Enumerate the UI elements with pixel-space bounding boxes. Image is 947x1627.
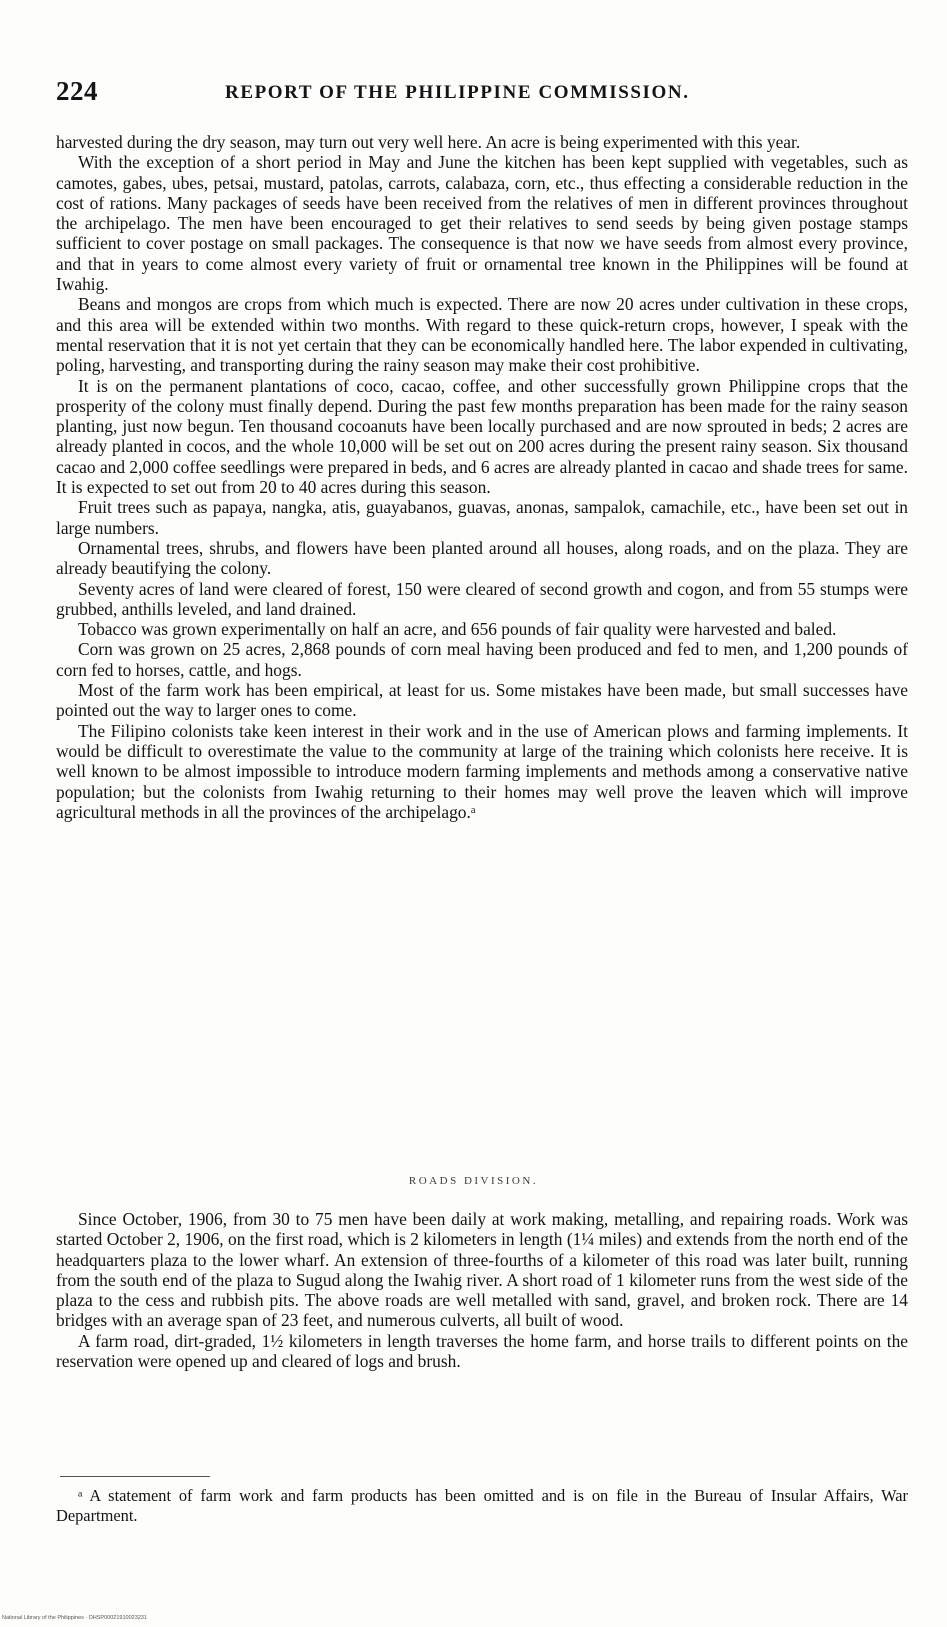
body-text [56,132,908,822]
footnote-divider [60,1476,210,1477]
paragraph-farm-road: A farm road, dirt-graded, 1½ kilometers in length traverses the home farm, and horse trails to different points on the reservation were opened up and cleared of logs and brush. [56,1330,908,1372]
footnote: ᵃ A statement of farm work and farm products has been omitted and is on file in the Bureau of Insular Affairs, War Department. [56,1486,908,1525]
paragraph-permanent-plantations: It is on the permanent plantations of coco, cacao, coffee, and other successfully grown Philippine crops that the prosperity of the colony must finally depend. During the past few months preparation has been made for the rainy season planting, just now begun. Ten thousand cocoanuts have been locally purchased and are now sprouted in beds; 2 acres are already planted in cocos, and the whole 10,000 will be set out on 200 acres during the present rainy season. Six thousand cacao and 2,000 coffee seedlings were prepared in beds, and 6 acres are already planted in cacao and shade trees for same. It is expected to set out from 20 to 40 acres during this season. [56,375,908,498]
paragraph-filipino-colonists: The Filipino colonists take keen interest in their work and in the use of American plows and farming implements. It would be difficult to overestimate the value to the community at large of the training which colonists here receive. It is well known to be almost impossible to introduce modern farming implements and methods among a conservative native population; but the colonists from Iwahig returning to their homes may well prove the leaven which will improve agricultural methods in all the provinces of the archipelago.ᵃ [56,720,908,822]
paragraph-tobacco: Tobacco was grown experimentally on half an acre, and 656 pounds of fair quality were harvested and baled. [78,619,837,640]
paragraph-fruit-trees: Fruit trees such as papaya, nangka, atis, guayabanos, guavas, anonas, sampalok, camachile, etc., have been set out in large numbers. [56,497,908,538]
page-header [56,76,916,116]
roads-division-text [56,1209,908,1371]
paragraph-kitchen-vegetables: With the exception of a short period in May and June the kitchen has been kept supplied with vegetables, such as camotes, gabes, ubes, petsai, mustard, patolas, carrots, calabaza, corn, etc., thus effecting a considerable reduction in the cost of rations. Many packages of seeds have been received from the relatives of men in different provinces throughout the archipelago. The men have been encouraged to get their relatives to send seeds by being given postage stamps sufficient to cover postage on small packages. The consequence is that now we have seeds from almost every province, and that in years to come almost every variety of fruit or ornamental tree known in the Philippines will be found at Iwahig. [56,152,908,295]
paragraph-empirical-work: Most of the farm work has been empirical, at least for us. Some mistakes have been made, but small successes have pointed out the way to larger ones to come. [56,680,908,721]
paragraph-dry-season: harvested during the dry season, may turn out very well here. An acre is being experimented with this year. [56,132,801,152]
paragraph-ornamental-trees: Ornamental trees, shrubs, and flowers have been planted around all houses, along roads, and on the plaza. They are already beautifying the colony. [56,537,908,579]
page-number: 224 [56,76,98,106]
digitizer-note: National Library of the Philippines · DHSP00021910023231 [2,1615,147,1621]
section-heading-roads-division: ROADS DIVISION. [408,1175,539,1187]
paragraph-beans-mongos: Beans and mongos are crops from which much is expected. There are now 20 acres under cultivation in these crops, and this area will be extended within two months. With regard to these quick-return crops, however, I speak with the mental reservation that it is not yet certain that they can be economically handled here. The labor expended in cultivating, poling, harvesting, and transporting during the rainy season may make their cost prohibitive. [56,294,908,376]
paragraph-corn: Corn was grown on 25 acres, 2,868 pounds of corn meal having been produced and fed to men, and 1,200 pounds of corn fed to horses, cattle, and hogs. [56,639,908,680]
paragraph-roads-work: Since October, 1906, from 30 to 75 men have been daily at work making, metalling, and repairing roads. Work was started October 2, 1906, on the first road, which is 2 kilometers in length (1¼ miles) and extends from the north end of the headquarters plaza to the lower wharf. An extension of three-fourths of a kilometer of this road was later built, running from the south end of the plaza to Sugud along the Iwahig river. A short road of 1 kilometer runs from the west side of the plaza to the cess and rubbish pits. The above roads are well metalled with sand, gravel, and broken rock. There are 14 bridges with an average span of 23 feet, and numerous culverts, all built of wood. [56,1209,908,1331]
paragraph-land-cleared: Seventy acres of land were cleared of forest, 150 were cleared of second growth and cogon, and from 55 stumps were grubbed, anthills leveled, and land drained. [56,578,908,619]
running-title: REPORT OF THE PHILIPPINE COMMISSION. [225,82,690,103]
